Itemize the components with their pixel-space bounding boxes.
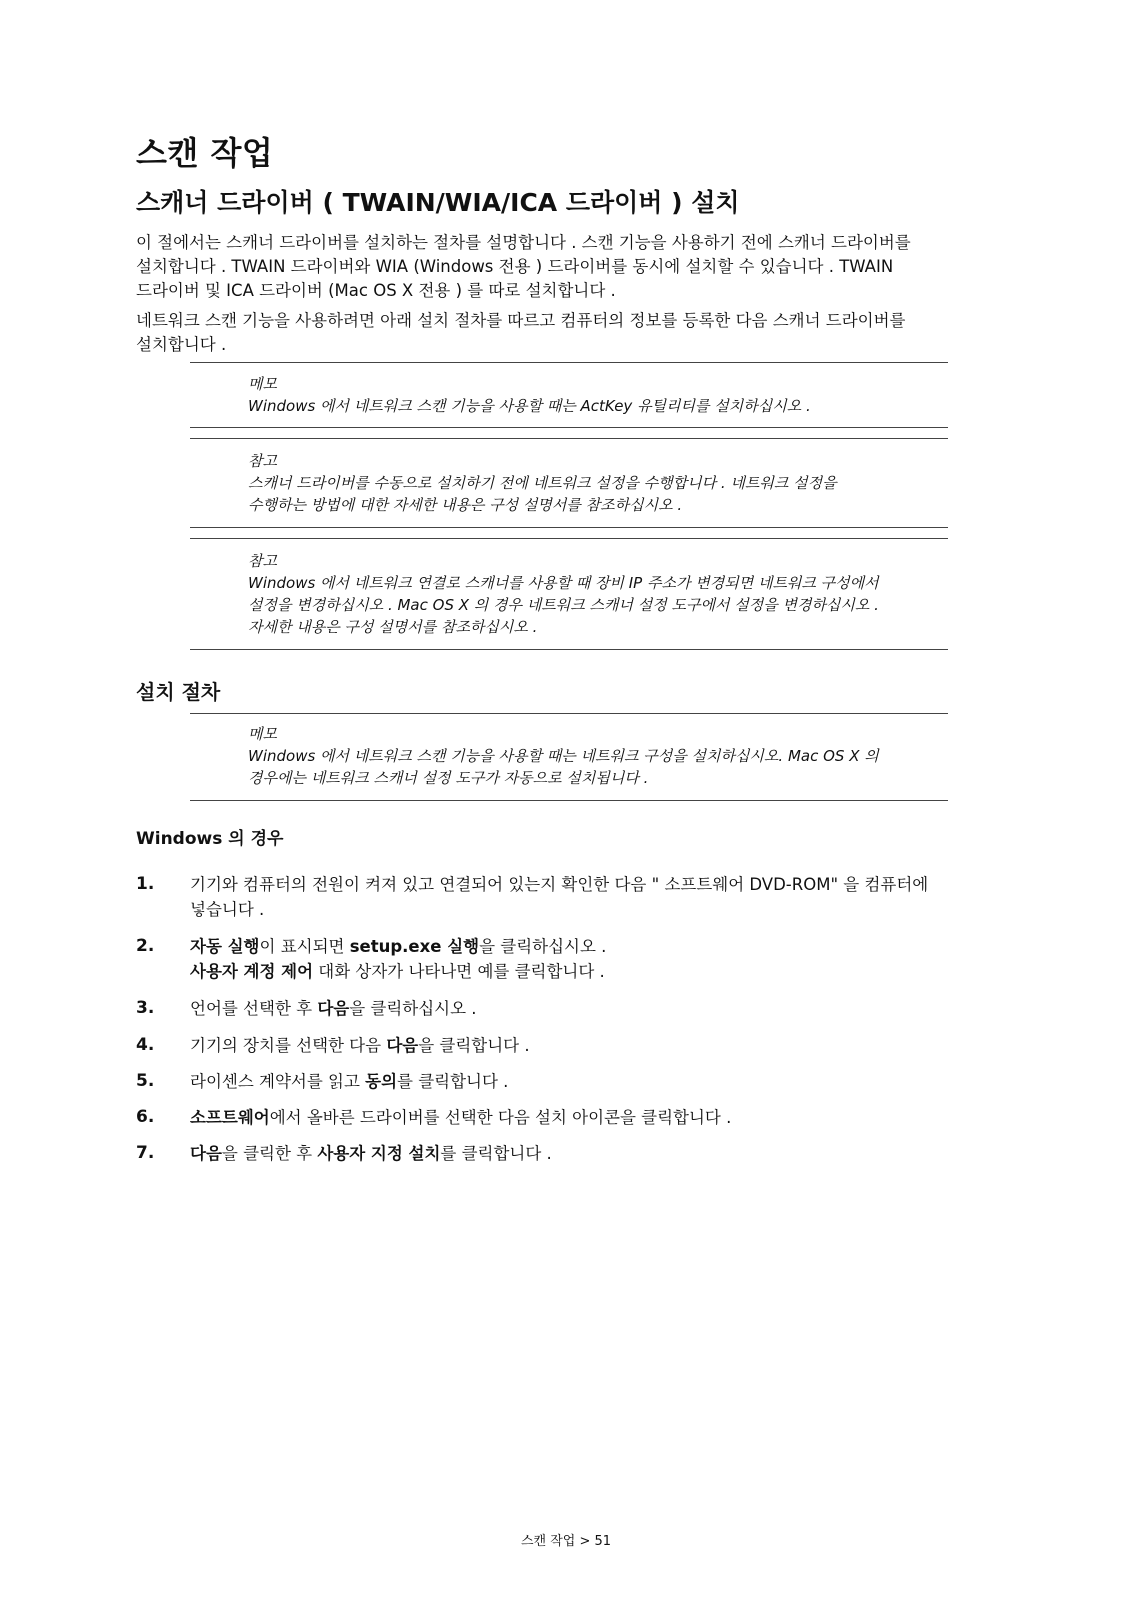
divider: [190, 649, 948, 650]
note-label: 메모: [248, 725, 277, 743]
step-text: 언어를 선택한 후: [190, 999, 318, 1018]
step-text: 이 표시되면: [259, 937, 350, 956]
note-label: 참고: [248, 452, 277, 470]
note-line: Windows 에서 네트워크 연결로 스캐너를 사용할 때 장비 IP 주소가 변경되면 네트워크 구성에서: [248, 574, 879, 592]
note-line: 자세한 내용은 구성 설명서를 참조하십시오 .: [248, 618, 538, 636]
page-title: 스캔 작업: [136, 134, 274, 172]
ui-term-next: 다음: [190, 1144, 222, 1163]
divider: [190, 538, 948, 539]
note-label: 참고: [248, 552, 277, 570]
step-text: 기기와 컴퓨터의 전원이 켜져 있고 연결되어 있는지 확인한 다음 " 소프트웨어 DVD-ROM" 을 컴퓨터에: [190, 875, 929, 894]
note-line: 스캐너 드라이버를 수동으로 설치하기 전에 네트워크 설정을 수행합니다 . 네트워크 설정을: [248, 474, 837, 492]
windows-heading: Windows 의 경우: [136, 829, 284, 849]
note-line: 경우에는 네트워크 스캐너 설정 도구가 자동으로 설치됩니다 .: [248, 769, 649, 787]
ui-term-custom-install: 사용자 지정 설치: [317, 1144, 441, 1163]
note-line: Windows 에서 네트워크 스캔 기능을 사용할 때는 ActKey 유틸리티를 설치하십시오 .: [248, 397, 811, 415]
intro-paragraph-2: [136, 309, 966, 357]
step-text: 기기의 장치를 선택한 다음: [190, 1036, 387, 1055]
step-number: 1.: [136, 874, 155, 894]
intro-p1-line: 설치합니다 . TWAIN 드라이버와 WIA (Windows 전용 ) 드라이버를 동시에 설치할 수 있습니다 . TWAIN: [136, 257, 894, 276]
ui-term-next: 다음: [317, 999, 350, 1018]
intro-paragraph-1: [136, 231, 966, 303]
step-text: 에서 올바른 드라이버를 선택한 다음 설치 아이콘을 클릭합니다 .: [269, 1108, 732, 1127]
intro-p1-line: 이 절에서는 스캐너 드라이버를 설치하는 절차를 설명합니다 . 스캔 기능을 사용하기 전에 스캐너 드라이버를: [136, 233, 911, 252]
step-text: 를 클릭합니다 .: [397, 1072, 509, 1091]
note-line: Windows 에서 네트워크 스캔 기능을 사용할 때는 네트워크 구성을 설치하십시오. Mac OS X 의: [248, 747, 879, 765]
subsection-heading: 설치 절차: [136, 680, 221, 704]
ui-term-agree: 동의: [365, 1072, 398, 1091]
step-text: 를 클릭합니다 .: [440, 1144, 552, 1163]
note-box-1: [248, 373, 948, 417]
page-footer: 스캔 작업 > 51: [520, 1534, 612, 1549]
intro-p2-line: 네트워크 스캔 기능을 사용하려면 아래 설치 절차를 따르고 컴퓨터의 정보를 등록한 다음 스캐너 드라이버를: [136, 311, 906, 330]
step-number: 7.: [136, 1143, 155, 1163]
divider: [190, 438, 948, 439]
divider: [190, 362, 948, 363]
step-number: 2.: [136, 936, 155, 956]
divider: [190, 800, 948, 801]
divider: [190, 427, 948, 428]
note-label: 메모: [248, 375, 277, 393]
ui-term-software: 소프트웨어: [190, 1108, 270, 1127]
divider: [190, 713, 948, 714]
note-line: 설정을 변경하십시오 . Mac OS X 의 경우 네트워크 스캐너 설정 도구에서 설정을 변경하십시오 .: [248, 596, 879, 614]
note-box-2: [248, 450, 948, 516]
step-text: 라이센스 계약서를 읽고: [190, 1072, 366, 1091]
step-text: 을 클릭하십시오 .: [349, 999, 477, 1018]
divider: [190, 527, 948, 528]
intro-p1-line: 드라이버 및 ICA 드라이버 (Mac OS X 전용 ) 를 따로 설치합니다 .: [136, 281, 616, 300]
step-number: 5.: [136, 1071, 155, 1091]
note-box-4: [248, 723, 948, 789]
section-title: 스캐너 드라이버 ( TWAIN/WIA/ICA 드라이버 ) 설치: [136, 188, 740, 217]
step-text: 을 클릭합니다 .: [418, 1036, 530, 1055]
step-text: 대화 상자가 나타나면 예를 클릭합니다 .: [313, 962, 605, 981]
ui-term-uac: 사용자 계정 제어: [190, 962, 314, 981]
step-text: 넣습니다 .: [190, 900, 265, 919]
intro-p2-line: 설치합니다 .: [136, 335, 227, 354]
ui-term-next: 다음: [386, 1036, 419, 1055]
step-number: 3.: [136, 998, 155, 1018]
step-number: 4.: [136, 1035, 155, 1055]
note-line: 수행하는 방법에 대한 자세한 내용은 구성 설명서를 참조하십시오 .: [248, 496, 683, 514]
step-number: 6.: [136, 1107, 155, 1127]
step-text: 을 클릭하십시오 .: [479, 937, 607, 956]
step-text: 을 클릭한 후: [221, 1144, 318, 1163]
ui-term-setup: setup.exe 실행: [349, 937, 480, 956]
note-box-3: [248, 550, 948, 638]
ui-term-autorun: 자동 실행: [190, 937, 260, 956]
